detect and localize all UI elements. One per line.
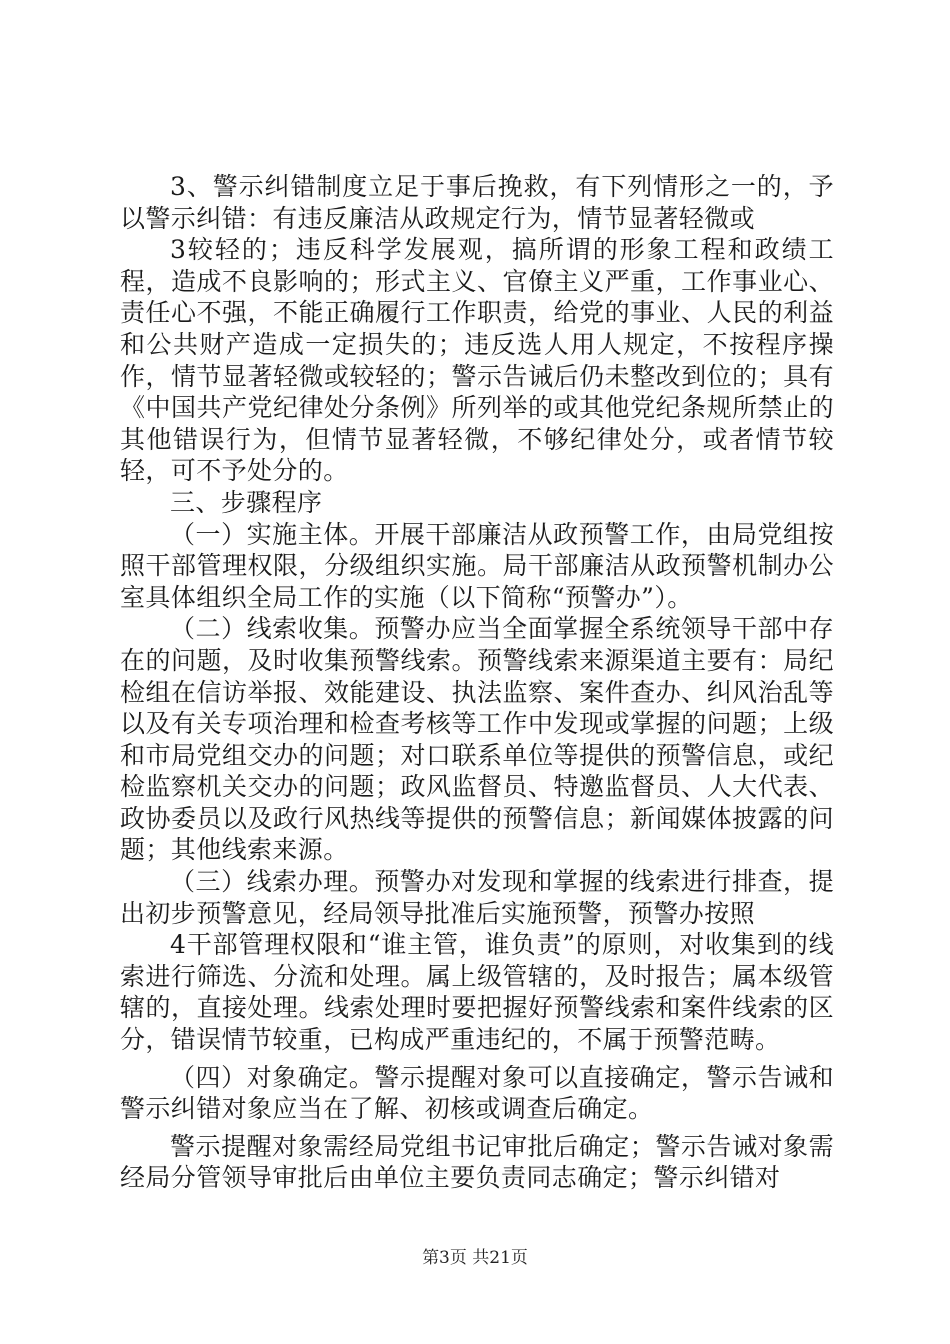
- document-body: [120, 171, 834, 1194]
- paragraph-clue-collection: （二）线索收集。预警办应当全面掌握全系统领导干部中存在的问题，及时收集预警线索。预警线索来源渠道主要有：局纪检组在信访举报、效能建设、执法监察、案件查办、纠风治乱等以及有关专项治理和检查考核等工作中发现或掌握的问题；上级和市局党组交办的问题；对口联系单位等提供的预警信息，或纪检监察机关交办的问题；政风监督员、特邀监督员、人大代表、政协委员以及政行风热线等提供的预警信息；新闻媒体披露的问题；其他线索来源。: [120, 614, 834, 865]
- section-heading-procedures: 三、步骤程序: [170, 487, 323, 517]
- paragraph-warning-correction: 3、警示纠错制度立足于事后挽救，有下列情形之一的，予以警示纠错：有违反廉洁从政规定行为，情节显著轻微或: [120, 172, 834, 233]
- paragraph-clue-handling-continued: 4干部管理权限和“谁主管，谁负责”的原则，对收集到的线索进行筛选、分流和处理。属上级管辖的，及时报告；属本级管辖的，直接处理。线索处理时要把握好预警线索和案件线索的区分，错误情节较重，已构成严重违纪的，不属于预警范畴。: [120, 930, 834, 1055]
- paragraph-clue-handling: （三）线索办理。预警办对发现和掌握的线索进行排查，提出初步预警意见，经局领导批准后实施预警，预警办按照: [120, 867, 834, 928]
- paragraph-implementing-body: （一）实施主体。开展干部廉洁从政预警工作，由局党组按照干部管理权限，分级组织实施。局干部廉洁从政预警机制办公室具体组织全局工作的实施（以下简称“预警办”）。: [120, 519, 834, 612]
- page-number: 第3页 共21页: [422, 1248, 528, 1268]
- paragraph-target-determination: （四）对象确定。警示提醒对象可以直接确定，警示告诫和警示纠错对象应当在了解、初核或调查后确定。: [120, 1062, 834, 1124]
- paragraph-warning-correction-cases: 3较轻的；违反科学发展观，搞所谓的形象工程和政绩工程，造成不良影响的；形式主义、官僚主义严重，工作事业心、责任心不强，不能正确履行工作职责，给党的事业、人民的利益和公共财产造成一定损失的；违反选人用人规定，不按程序操作，情节显著轻微或较轻的；警示告诫后仍未整改到位的；具有《中国共产党纪律处分条例》所列举的或其他党纪条规所禁止的其他错误行为，但情节显著轻微，不够纪律处分，或者情节较轻，可不予处分的。: [120, 235, 834, 486]
- paragraph-target-approval: 警示提醒对象需经局党组书记审批后确定；警示告诫对象需经局分管领导审批后由单位主要负责同志确定；警示纠错对: [120, 1131, 834, 1193]
- page-footer: [0, 1243, 950, 1268]
